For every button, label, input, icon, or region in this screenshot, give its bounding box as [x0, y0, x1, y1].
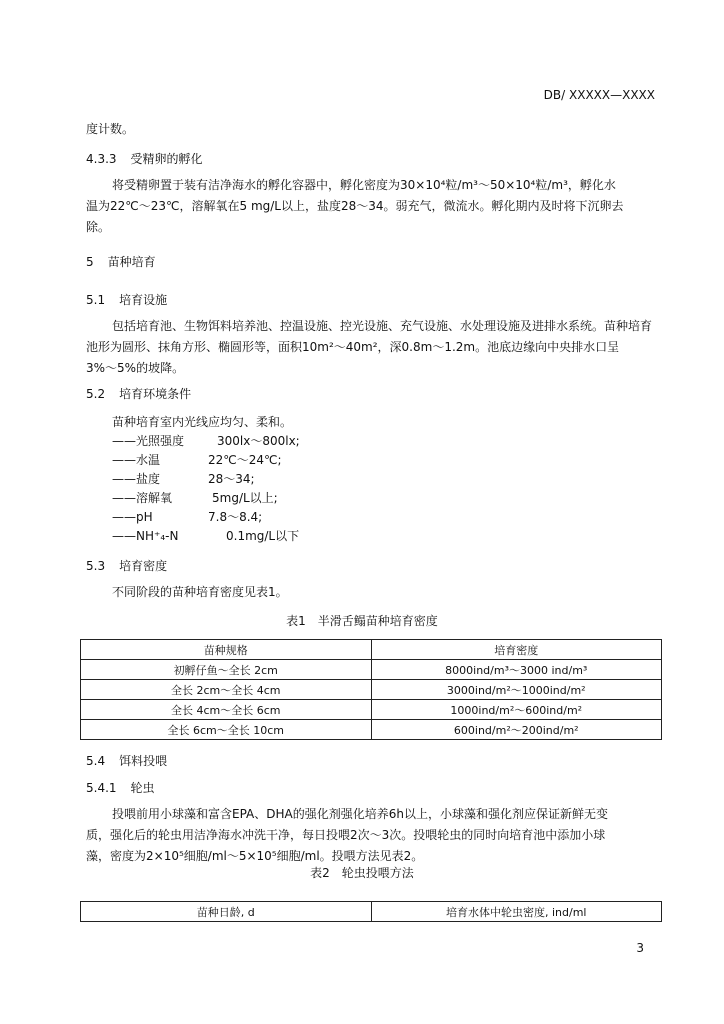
document-code: DB/ XXXXX—XXXX: [543, 88, 655, 102]
table-cell: 全长 6cm～全长 10cm: [81, 720, 372, 740]
heading-title: 培育环境条件: [119, 387, 192, 401]
paragraph-line: 质，强化后的轮虫用洁净海水冲洗干净，每日投喂2次～3次。投喂轮虫的同时向培育池中添加小球: [86, 828, 606, 842]
heading-number: 5.1: [86, 293, 106, 307]
item-label: ——溶解氧: [112, 491, 173, 505]
item-label: ——pH: [112, 510, 153, 524]
density-intro: 不同阶段的苗种培育密度见表1。: [112, 585, 288, 599]
table-row: [81, 660, 662, 680]
table1: [80, 639, 662, 740]
heading-5-4-1: [86, 779, 155, 796]
list-item: [112, 470, 255, 487]
paragraph-line: 池形为圆形、抹角方形、椭圆形等，面积10m²～40m²，深0.8m～1.2m。池底边缘向中央排水口呈: [86, 340, 620, 354]
paragraph-5-4-1: [86, 804, 608, 867]
environment-intro: 苗种培育室内光线应均匀、柔和。: [112, 415, 293, 429]
paragraph-line: 包括培育池、生物饵料培养池、控温设施、控光设施、充气设施、水处理设施及进排水系统。苗种培育: [112, 319, 653, 333]
item-value: 22℃～24℃;: [208, 453, 282, 467]
table2-caption: 表2 轮虫投喂方法: [310, 866, 414, 880]
heading-5-4: [86, 752, 167, 769]
heading-number: 5: [86, 255, 94, 269]
table-cell: 3000ind/m²～1000ind/m²: [371, 680, 662, 700]
item-label: ——水温: [112, 453, 161, 467]
table-header-cell: 苗种日龄, d: [81, 902, 372, 922]
heading-number: 5.4.1: [86, 781, 117, 795]
paragraph-line: 投喂前用小球藻和富含EPA、DHA的强化剂强化培养6h以上，小球藻和强化剂应保证新鲜无变: [112, 807, 608, 821]
paragraph-line: 温为22℃～23℃，溶解氧在5 mg/L以上，盐度28～34。弱充气，微流水。孵化期内及时将下沉卵去: [86, 199, 624, 213]
paragraph-line: 3%～5%的坡降。: [86, 361, 185, 375]
item-label: ——盐度: [112, 472, 161, 486]
table2: [80, 901, 662, 922]
table-cell: 600ind/m²～200ind/m²: [371, 720, 662, 740]
item-value: 28～34;: [208, 472, 255, 486]
item-label: ——光照强度: [112, 434, 185, 448]
table-row: [81, 720, 662, 740]
table-cell: 全长 2cm～全长 4cm: [81, 680, 372, 700]
heading-number: 5.3: [86, 559, 106, 573]
paragraph-line: 将受精卵置于装有洁净海水的孵化容器中，孵化密度为30×10⁴粒/m³～50×10⁴粒/m³，孵化水: [112, 178, 616, 192]
heading-5: [86, 253, 156, 270]
table-header-row: [81, 902, 662, 922]
heading-number: 5.4: [86, 754, 106, 768]
paragraph-line: 除。: [86, 220, 111, 234]
table-header-row: [81, 640, 662, 660]
list-item: [112, 432, 300, 449]
heading-5-3: [86, 557, 167, 574]
list-item: [112, 489, 278, 506]
item-value: 7.8～8.4;: [208, 510, 263, 524]
paragraph-5-1: [86, 316, 652, 379]
item-value: 300lx～800lx;: [217, 434, 300, 448]
heading-title: 轮虫: [130, 781, 155, 795]
heading-number: 4.3.3: [86, 152, 117, 166]
heading-number: 5.2: [86, 387, 106, 401]
table-header-cell: 苗种规格: [81, 640, 372, 660]
table-row: [81, 680, 662, 700]
heading-title: 受精卵的孵化: [130, 152, 203, 166]
paragraph-4-3-3: [86, 175, 624, 238]
table-cell: 全长 4cm～全长 6cm: [81, 700, 372, 720]
table1-caption: 表1 半滑舌鳎苗种培育密度: [286, 614, 438, 628]
heading-title: 培育密度: [119, 559, 168, 573]
item-value: 0.1mg/L以下: [226, 529, 300, 543]
paragraph-line: 藻，密度为2×10⁵细胞/ml～5×10⁵细胞/ml。投喂方法见表2。: [86, 849, 424, 863]
table-cell: 1000ind/m²～600ind/m²: [371, 700, 662, 720]
heading-title: 培育设施: [119, 293, 168, 307]
table-cell: 初孵仔鱼～全长 2cm: [81, 660, 372, 680]
item-label: ——NH⁺₄-N: [112, 529, 179, 543]
table-row: [81, 700, 662, 720]
list-item: [112, 527, 299, 544]
item-value: 5mg/L以上;: [212, 491, 278, 505]
heading-title: 饵料投喂: [119, 754, 168, 768]
table-cell: 8000ind/m³～3000 ind/m³: [371, 660, 662, 680]
heading-4-3-3: [86, 150, 203, 167]
list-item: [112, 451, 282, 468]
heading-title: 苗种培育: [107, 255, 156, 269]
continued-text: 度计数。: [86, 122, 135, 136]
table-header-cell: 培育水体中轮虫密度, ind/ml: [371, 902, 662, 922]
heading-5-1: [86, 291, 167, 308]
page-number: 3: [636, 941, 644, 955]
table-header-cell: 培育密度: [371, 640, 662, 660]
list-item: [112, 508, 262, 525]
heading-5-2: [86, 385, 191, 402]
